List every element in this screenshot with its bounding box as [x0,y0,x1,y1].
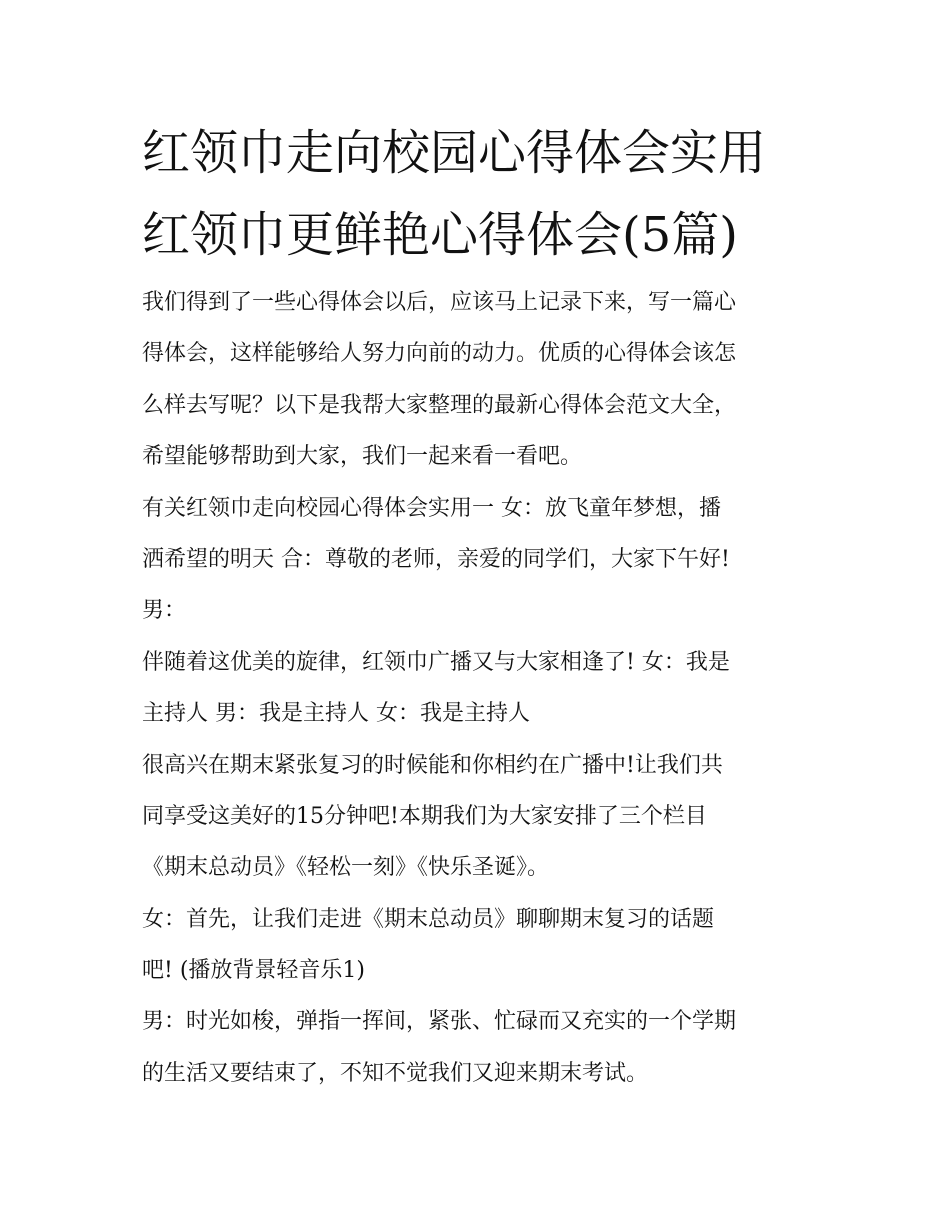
title-line-1: 红领巾走向校园心得体会实用 [142,125,767,181]
body-line: 希望能够帮助到大家，我们一起来看一看吧。 [142,444,583,470]
body-line: 我们得到了一些心得体会以后，应该马上记录下来，写一篇心 [142,290,737,315]
document-title [142,112,832,276]
body-line: 么样去写呢？以下是我帮大家整理的最新心得体会范文大全， [142,392,737,418]
body-line: 很高兴在期末紧张复习的时候能和你相约在广播中!让我们共 [142,752,723,778]
title-line-2: 红领巾更鲜艳心得体会(5篇) [142,207,738,263]
body-line: 有关红领巾走向校园心得体会实用一 女：放飞童年梦想，播 [142,495,721,521]
document-body [142,277,822,1099]
body-line: 同享受这美好的15分钟吧!本期我们为大家安排了三个栏目 [142,803,707,829]
body-line: 吧! (播放背景轻音乐1) [142,958,365,984]
body-line: 得体会，这样能够给人努力向前的动力。优质的心得体会该怎 [142,341,737,367]
body-line: 主持人 男：我是主持人 女：我是主持人 [142,701,530,727]
body-line: 男： [142,598,187,624]
body-line: 伴随着这优美的旋律，红领巾广播又与大家相逢了! 女：我是 [142,649,730,675]
body-line: 男：时光如梭，弹指一挥间，紧张、忙碌而又充实的一个学期 [142,1009,737,1035]
body-line: 女：首先，让我们走进《期末总动员》聊聊期末复习的话题 [142,906,715,932]
body-line: 洒希望的明天 合：尊敬的老师，亲爱的同学们，大家下午好! [142,546,730,572]
body-line: 的生活又要结束了，不知不觉我们又迎来期末考试。 [142,1060,649,1086]
body-line: 《期末总动员》《轻松一刻》《快乐圣诞》。 [142,855,550,881]
